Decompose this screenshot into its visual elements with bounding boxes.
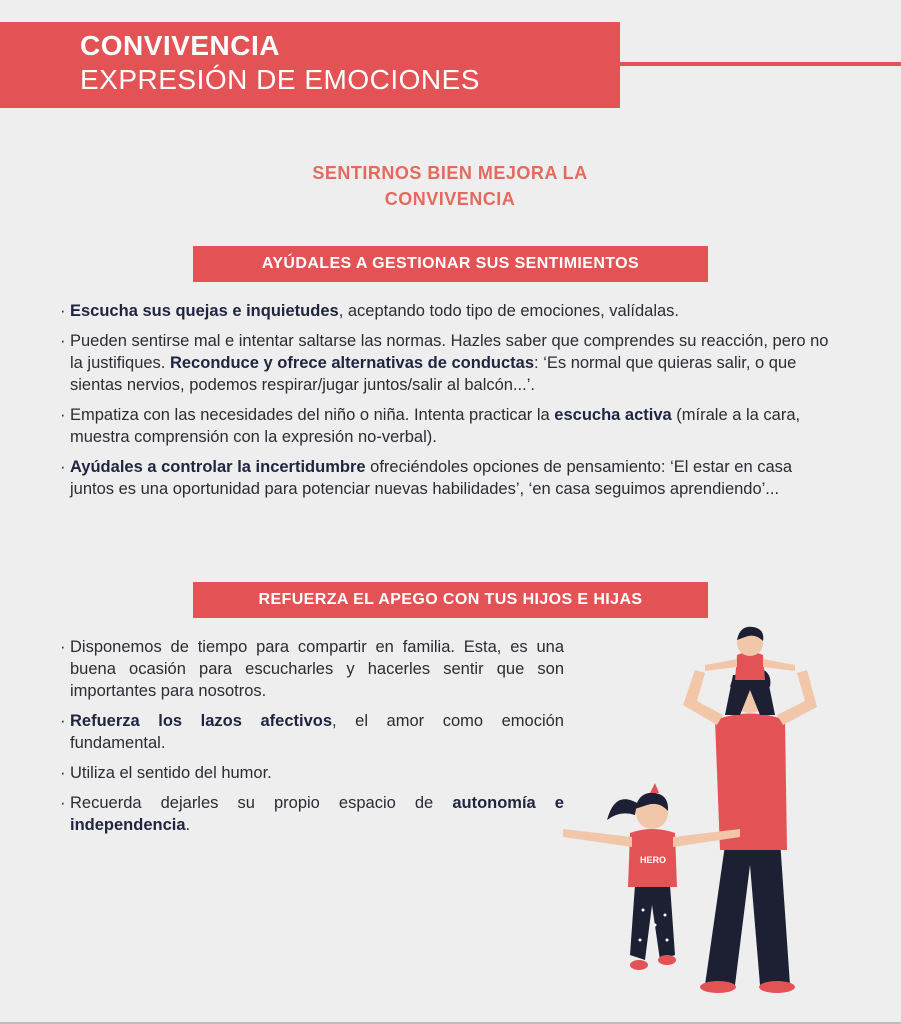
header-subtitle: EXPRESIÓN DE EMOCIONES bbox=[80, 64, 480, 95]
list-item-text: Empatiza con las necesidades del niño o niña. Intenta practicar la bbox=[70, 406, 555, 424]
list-item-bold: escucha activa bbox=[554, 406, 672, 424]
list-item bbox=[60, 404, 840, 448]
list-item bbox=[60, 710, 564, 754]
list-item-text: , aceptando todo tipo de emociones, valídalas. bbox=[338, 302, 679, 320]
main-heading-line1: SENTIRNOS BIEN MEJORA LA bbox=[312, 163, 588, 183]
list-item bbox=[60, 792, 564, 836]
family-illustration bbox=[555, 615, 895, 995]
girl-shoe-left bbox=[630, 960, 648, 970]
section2-list bbox=[60, 636, 564, 844]
list-item-bold: Escucha sus quejas e inquietudes bbox=[70, 302, 339, 320]
main-heading bbox=[250, 160, 650, 212]
boy-shirt bbox=[735, 652, 765, 680]
father-shoe-right bbox=[759, 981, 795, 993]
list-item bbox=[60, 636, 564, 702]
main-heading-line2: CONVIVENCIA bbox=[384, 189, 516, 209]
list-item-bold: Ayúdales a controlar la incertidumbre bbox=[70, 458, 366, 476]
header-divider-line bbox=[620, 62, 901, 66]
list-item-bold: Refuerza los lazos afectivos bbox=[70, 712, 333, 730]
section2-title: REFUERZA EL APEGO CON TUS HIJOS E HIJAS bbox=[193, 582, 708, 618]
list-item-text: Recuerda dejarles su propio espacio de bbox=[70, 794, 453, 812]
list-item-text: Utiliza el sentido del humor. bbox=[70, 764, 272, 782]
section1-list bbox=[60, 300, 840, 508]
list-item bbox=[60, 456, 840, 500]
boy-arm-left bbox=[705, 659, 737, 671]
list-item-text: , el amor como emoción fundamental. bbox=[70, 712, 564, 752]
list-item-text: Pueden sentirse mal e intentar saltarse las normas. Hazles saber que comprendes su reacción, pero no la justifiques. bbox=[70, 332, 829, 372]
list-item-text: Disponemos de tiempo para compartir en familia. Esta, es una buena ocasión para escucharles y hacerles sentir que son importantes para nosotros. bbox=[70, 638, 564, 700]
list-item-text: . bbox=[185, 816, 191, 834]
girl-shoe-right bbox=[658, 955, 676, 965]
list-item-bold: Reconduce y ofrece alternativas de conductas bbox=[169, 354, 535, 372]
list-item-text: (mírale a la cara, muestra comprensión con la expresión no-verbal). bbox=[70, 406, 801, 446]
shirt-text: HERO bbox=[639, 855, 667, 865]
father-arm-left bbox=[683, 670, 723, 725]
list-item bbox=[60, 300, 840, 322]
father-shirt bbox=[715, 714, 787, 851]
section1-title: AYÚDALES A GESTIONAR SUS SENTIMIENTOS bbox=[193, 246, 708, 282]
list-item-text: ofreciéndoles opciones de pensamiento: ‘El estar en casa juntos es una oportunidad para potenciar nuevas habilidades’, ‘en casa seguimos aprendiendo’... bbox=[70, 458, 793, 498]
header-title: CONVIVENCIA bbox=[80, 30, 280, 61]
father-arm-right bbox=[777, 670, 817, 725]
girl-arm-left bbox=[563, 829, 632, 847]
list-item-text: : ‘Es normal que quieras salir, o que sientas nervios, podemos respirar/jugar juntos/salir al balcón...’. bbox=[70, 354, 797, 394]
list-item bbox=[60, 330, 840, 396]
father-legs bbox=[705, 840, 790, 985]
girl-legs bbox=[630, 885, 675, 960]
girl-ponytail bbox=[607, 799, 637, 820]
father-shoe-left bbox=[700, 981, 736, 993]
list-item-bold: autonomía e independencia bbox=[70, 794, 564, 834]
list-item bbox=[60, 762, 564, 784]
girl-bow bbox=[650, 783, 659, 793]
boy-arm-right bbox=[763, 659, 795, 671]
